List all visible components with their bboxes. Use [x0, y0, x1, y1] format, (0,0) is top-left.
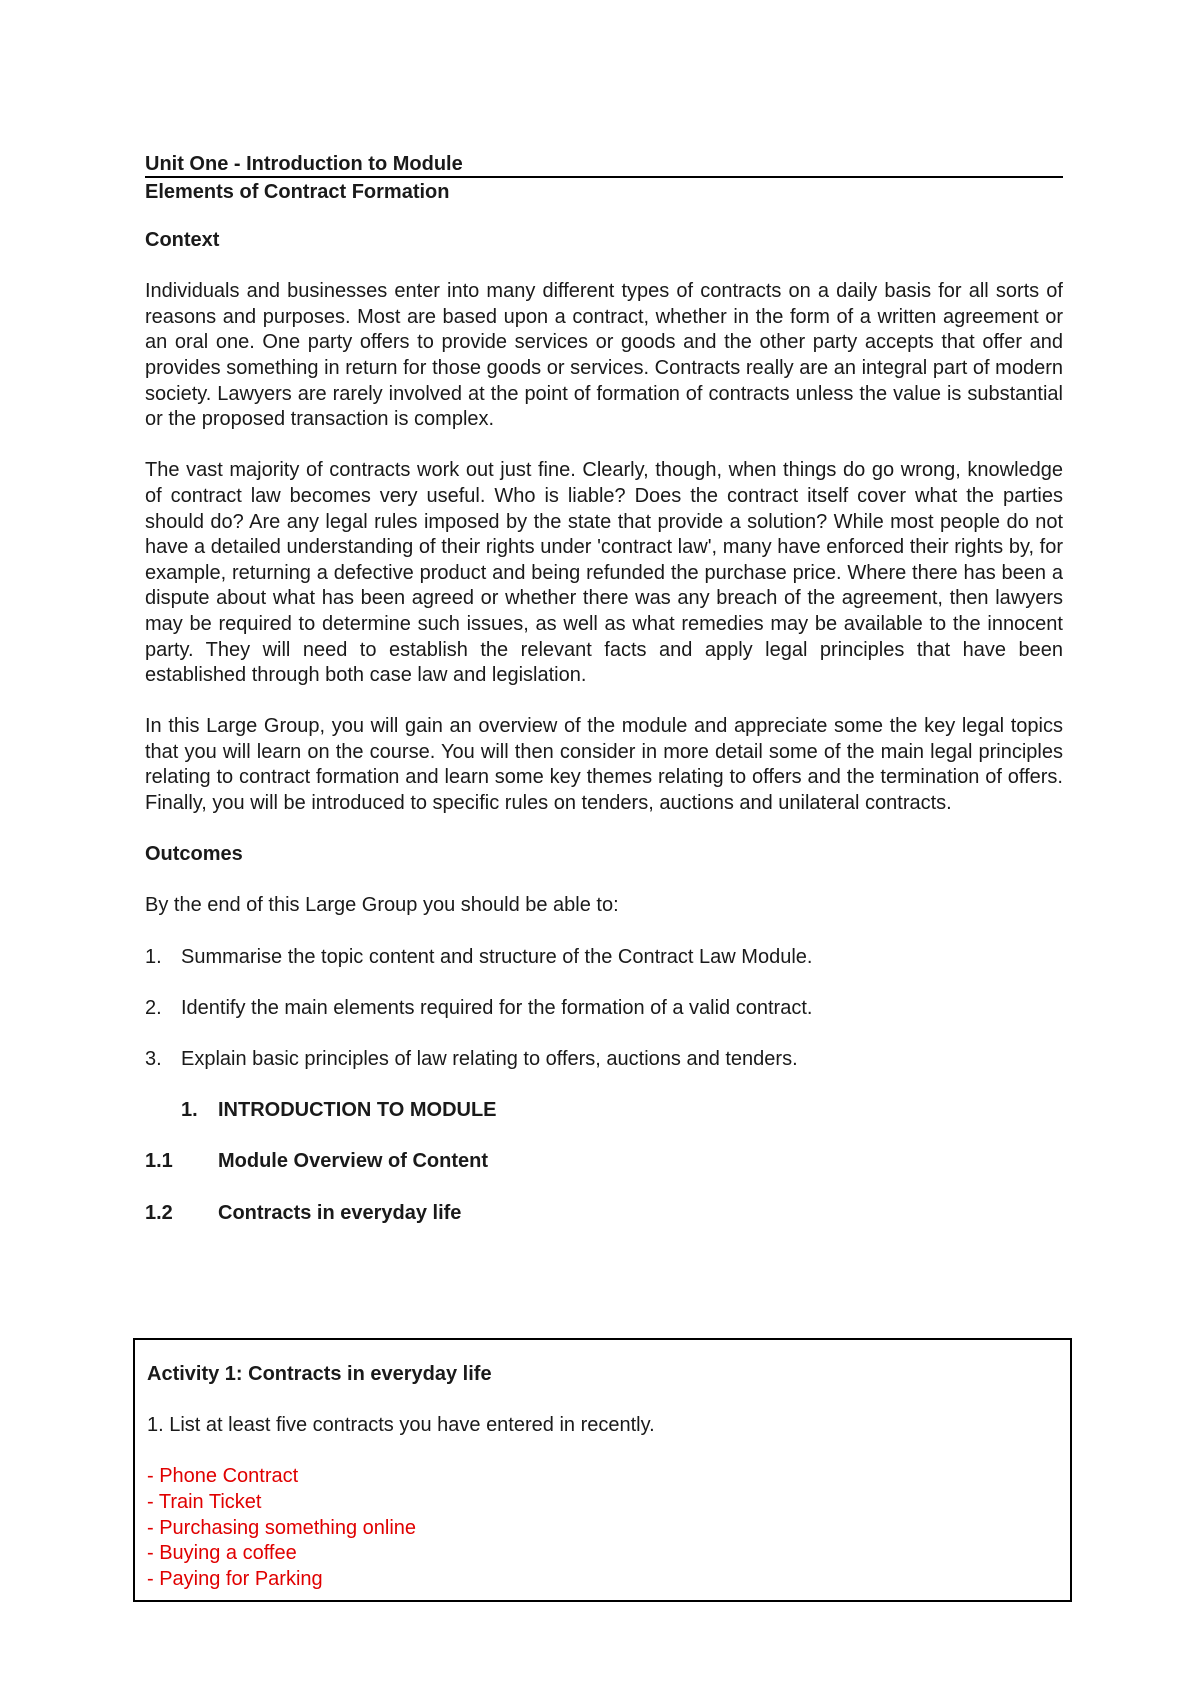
section-title: INTRODUCTION TO MODULE: [218, 1099, 497, 1122]
outcome-text: Summarise the topic content and structure of the Contract Law Module.: [181, 945, 813, 968]
section-heading-1-1: [145, 1149, 1063, 1175]
section-number: 1.: [181, 1099, 198, 1122]
section-number: 1.1: [145, 1150, 173, 1173]
outcome-text: Explain basic principles of law relating to offers, auctions and tenders.: [181, 1048, 798, 1070]
outcome-number: 1.: [145, 945, 162, 968]
answer-item: - Buying a coffee: [147, 1542, 297, 1565]
answer-item: - Purchasing something online: [147, 1516, 417, 1539]
document-subtitle: Elements of Contract Formation: [145, 181, 450, 203]
section-heading-1-2: [145, 1201, 1063, 1227]
activity-answers: [147, 1464, 1058, 1592]
answer-item: - Paying for Parking: [147, 1567, 323, 1590]
document-page: [145, 152, 1063, 1226]
section-heading-1: [145, 1098, 1063, 1124]
activity-title: Activity 1: Contracts in everyday life: [147, 1363, 492, 1385]
outcome-item: [145, 996, 1063, 1022]
context-paragraph: Individuals and businesses enter into many different types of contracts on a daily basis for all sorts of reasons and purposes. Most are based upon a contract, whether in the form of a written agreement or an oral one. One party offers to provide services or goods and the other party accepts that offer and provides something in return for those goods or services. Contracts really are an integral part of modern society. Lawyers are rarely involved at the point of formation of contracts unless the value is substantial or the proposed transaction is complex.: [145, 280, 1063, 431]
context-heading: Context: [145, 229, 220, 251]
answer-item: - Phone Contract: [147, 1465, 299, 1488]
section-title: Contracts in everyday life: [218, 1201, 462, 1224]
outcome-number: 3.: [145, 1048, 162, 1070]
context-paragraph: In this Large Group, you will gain an overview of the module and appreciate some the key legal topics that you will learn on the course. You will then consider in more detail some of the main legal principles relating to contract formation and learn some key themes relating to offers and the termination of offers. Finally, you will be introduced to specific rules on tenders, auctions and unilateral contracts.: [145, 715, 1063, 815]
outcome-item: [145, 945, 1063, 971]
outcome-item: [145, 1047, 1063, 1073]
outcome-text: Identify the main elements required for the formation of a valid contract.: [181, 996, 813, 1019]
outcome-number: 2.: [145, 996, 162, 1019]
activity-box: [133, 1338, 1072, 1602]
unit-title: Unit One - Introduction to Module: [145, 152, 1063, 178]
outcomes-lead: By the end of this Large Group you should be able to:: [145, 894, 619, 917]
section-title: Module Overview of Content: [218, 1150, 489, 1173]
activity-question: 1. List at least five contracts you have entered in recently.: [147, 1414, 655, 1437]
answer-item: - Train Ticket: [147, 1490, 262, 1513]
section-number: 1.2: [145, 1201, 173, 1224]
context-paragraph: The vast majority of contracts work out just fine. Clearly, though, when things do go wrong, knowledge of contract law becomes very useful. Who is liable? Does the contract itself cover what the parties should do? Are any legal rules imposed by the state that provide a solution? While most people do not have a detailed understanding of their rights under 'contract law', many have enforced their rights by, for example, returning a defective product and being refunded the purchase price. Where there has been a dispute about what has been agreed or whether there was any breach of the agreement, then lawyers may be required to determine such issues, as well as what remedies may be available to the innocent party. They will need to establish the relevant facts and apply legal principles that have been established through both case law and legislation.: [145, 459, 1063, 687]
outcomes-heading: Outcomes: [145, 843, 243, 866]
